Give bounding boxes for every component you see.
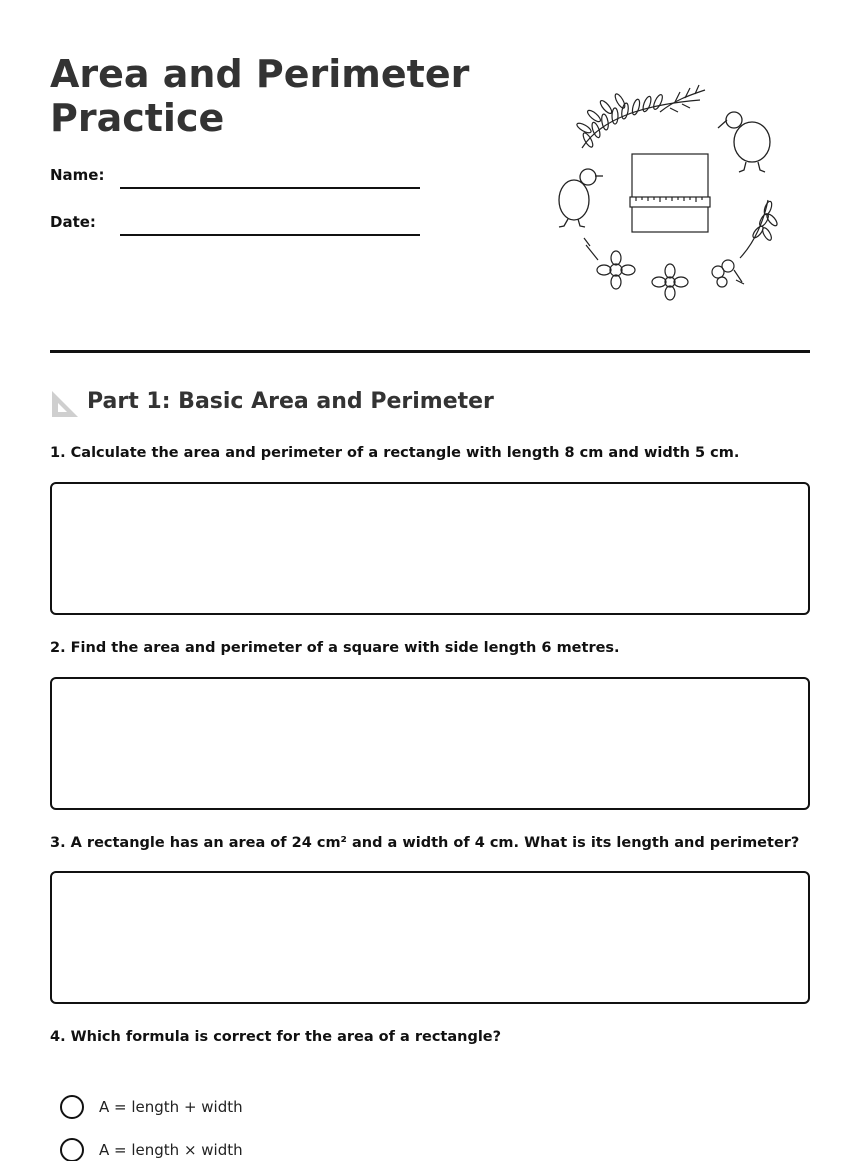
kiwi-bird-icon: [718, 112, 770, 172]
option-label: A = length × width: [99, 1141, 243, 1159]
name-label: Name:: [50, 166, 105, 184]
date-label: Date:: [50, 213, 96, 231]
radio-button[interactable]: [60, 1138, 84, 1161]
name-field[interactable]: [120, 187, 420, 189]
flower-icon: [652, 264, 688, 300]
header-divider: [50, 350, 810, 353]
question-2: 2. Find the area and perimeter of a square with side length 6 metres.: [50, 640, 620, 656]
fern-icon: [576, 85, 705, 148]
question-1: 1. Calculate the area and perimeter of a rectangle with length 8 cm and width 5 cm.: [50, 445, 740, 461]
question-3: 3. A rectangle has an area of 24 cm² and a width of 4 cm. What is its length and perimeter?: [50, 835, 800, 851]
answer-box-1[interactable]: [50, 482, 810, 615]
kiwi-bird-icon: [559, 169, 603, 227]
flower-icon: [712, 260, 744, 287]
question-4: 4. Which formula is correct for the area of a rectangle?: [50, 1029, 502, 1045]
option-2[interactable]: [60, 1137, 243, 1161]
answer-box-2[interactable]: [50, 677, 810, 810]
flower-icon: [584, 238, 635, 289]
radio-button[interactable]: [60, 1095, 84, 1119]
date-field[interactable]: [120, 234, 420, 236]
leaf-branch-icon: [740, 200, 779, 258]
answer-box-3[interactable]: [50, 871, 810, 1004]
worksheet-title: Area and Perimeter Practice: [50, 52, 470, 140]
kiwi-ruler-illustration: [550, 80, 790, 310]
option-1[interactable]: [60, 1094, 243, 1120]
set-square-icon: [50, 389, 80, 419]
ruler-icon: [630, 154, 710, 232]
option-label: A = length + width: [99, 1098, 243, 1116]
section-title: Part 1: Basic Area and Perimeter: [87, 389, 494, 414]
